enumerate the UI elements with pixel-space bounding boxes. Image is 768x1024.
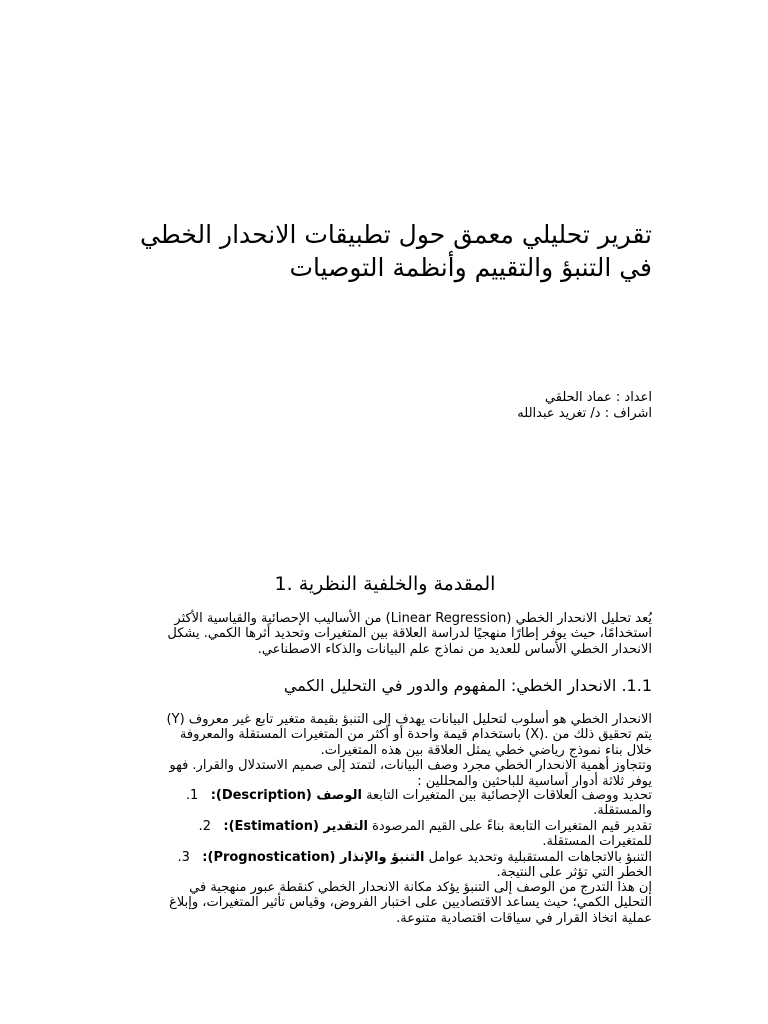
role-text-continued: الخطر التي تؤثر على النتيجة.: [496, 865, 652, 881]
list-item: [118, 850, 652, 881]
intro-line-1: يُعد تحليل الانحدار الخطي (Linear Regression) من الأساليب الإحصائية والقياسية الأكثر: [174, 611, 652, 626]
role-term: التنبؤ والإنذار (Prognostication):: [202, 849, 425, 865]
definition-line-2: يتم تحقيق ذلك من .(X) باستخدام قيمة واحدة أو أكثر من المتغيرات المستقلة والمعروفة: [179, 727, 652, 743]
role-text-continued: للمتغيرات المستقلة.: [542, 834, 652, 850]
prepared-by: اعداد : عماد الحلقي: [544, 390, 652, 405]
role-number: 3.: [177, 849, 190, 865]
conclusion-line-2: التحليل الكمي؛ حيث يساعد الاقتصاديين على اختبار الفروض، وقياس تأثير المتغيرات، وإبلاغ: [169, 895, 652, 911]
role-text: تقدير قيم المتغيرات التابعة بناءً على القيم المرصودة: [372, 818, 652, 834]
title-line-1: تقرير تحليلي معمق حول تطبيقات الانحدار الخطي: [140, 220, 652, 249]
definition-line-5: يوفر ثلاثة أدوار أساسية للباحثين والمحللين :: [417, 773, 652, 789]
roles-list: [118, 788, 652, 880]
role-text-continued: والمستقلة.: [593, 803, 652, 819]
role-number: 1.: [185, 788, 199, 803]
definition-line-1: الانحدار الخطي هو أسلوب لتحليل البيانات يهدف إلى التنبؤ بقيمة متغير تابع غير معروف (Y): [166, 712, 652, 727]
section-1-title: 1. المقدمة والخلفية النظرية: [274, 573, 496, 595]
conclusion-line-1: إن هذا التدرج من الوصف إلى التنبؤ يؤكد مكانة الانحدار الخطي كنقطة عبور منهجية في: [189, 880, 652, 895]
intro-line-2: استخدامًا، حيث يوفر إطارًا منهجيًا لدراسة العلاقة بين المتغيرات وتحديد أثرها الكمي. يشكل: [167, 626, 652, 642]
definition-line-3: خلال بناء نموذج رياضي خطي يمثل العلاقة بين هذه المتغيرات.: [320, 742, 652, 758]
role-text: التنبؤ بالاتجاهات المستقبلية وتحديد عوامل: [428, 849, 652, 865]
document-title: [118, 218, 652, 284]
definition-paragraph: [118, 712, 652, 789]
definition-line-4: وتتجاوز أهمية الانحدار الخطي مجرد وصف البيانات، لتمتد إلى صميم الاستدلال والقرار. فهو: [169, 758, 652, 774]
conclusion-line-3: عملية اتخاذ القرار في سياقات اقتصادية متنوعة.: [396, 910, 652, 926]
author-info: [118, 390, 652, 422]
role-term: التقدير (Estimation):: [223, 818, 368, 834]
list-item: [118, 819, 652, 850]
role-number: 2.: [198, 818, 211, 834]
role-text: تحديد ووصف العلاقات الإحصائية بين المتغيرات التابعة: [366, 788, 652, 803]
role-term: الوصف (Description):: [210, 788, 362, 803]
subsection-1-1-title: 1.1. الانحدار الخطي: المفهوم والدور في التحليل الكمي: [283, 676, 652, 695]
title-line-2: في التنبؤ والتقييم وأنظمة التوصيات: [289, 253, 652, 282]
conclusion-paragraph: [118, 880, 652, 926]
list-item: [118, 788, 652, 819]
intro-paragraph: [118, 611, 652, 657]
intro-line-3: الانحدار الخطي الأساس للعديد من نماذج علم البيانات والذكاء الاصطناعي.: [257, 641, 652, 657]
supervised-by: اشراف : د/ تغريد عبدالله: [517, 406, 652, 421]
